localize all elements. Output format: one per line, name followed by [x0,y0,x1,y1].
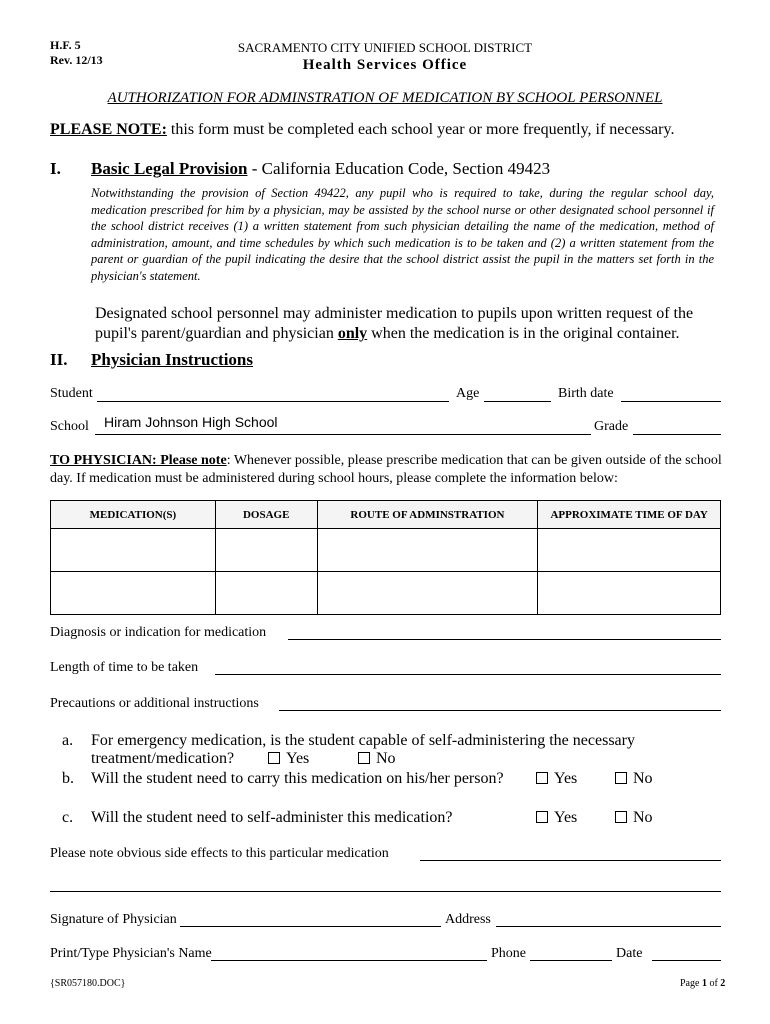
address-label: Address [445,912,491,927]
dosage-header: DOSAGE [215,501,317,529]
route-cell[interactable] [317,572,538,615]
yes-label: Yes [554,809,578,826]
question-b-no[interactable] [615,770,653,788]
page-current: 1 [701,978,707,989]
question-c-text: Will the student need to self-administer this medication? [91,809,453,826]
please-note-text: this form must be completed each school year or more frequently, if necessary. [166,121,675,138]
time-of-day-header: APPROXIMATE TIME OF DAY [538,501,721,529]
medication-table [50,500,721,615]
student-field[interactable] [97,401,449,402]
section1-title: Basic Legal Provision [91,159,248,178]
doc-id: {SR057180.DOC} [50,978,126,989]
route-header: ROUTE OF ADMINSTRATION [317,501,538,529]
yes-label: Yes [286,750,310,767]
page-number [680,978,725,989]
form-title: AUTHORIZATION FOR ADMINSTRATION OF MEDICATION BY SCHOOL PERSONNEL [107,90,663,106]
grade-field[interactable] [633,434,721,435]
length-field[interactable] [215,674,721,675]
time-cell[interactable] [538,572,721,615]
section1-number: I. [50,159,61,178]
phone-label: Phone [491,946,526,961]
table-row [51,529,721,572]
dosage-cell[interactable] [215,572,317,615]
age-field[interactable] [484,401,551,402]
section2-title: Physician Instructions [91,350,253,369]
designated-only: only [337,325,368,342]
no-label: No [633,809,653,826]
section1-heading [91,159,550,179]
side-effects-label: Please note obvious side effects to this particular medication [50,846,389,861]
print-name-label: Print/Type Physician's Name [50,946,212,961]
to-physician-note [50,452,725,488]
birth-date-field[interactable] [621,401,721,402]
designated-text-b: when the medication is in the original container. [367,325,680,342]
question-b-letter: b. [62,770,74,787]
signature-label: Signature of Physician [50,912,177,927]
checkbox-icon[interactable] [358,752,370,764]
no-label: No [376,750,396,767]
question-a-letter: a. [62,732,74,749]
student-label: Student [50,386,93,401]
question-c-yes[interactable] [536,809,577,827]
precautions-field[interactable] [279,710,721,711]
question-a-no[interactable] [358,750,396,768]
medication-cell[interactable] [51,529,216,572]
birth-date-label: Birth date [558,386,614,401]
print-name-field[interactable] [211,960,487,961]
side-effects-field-2[interactable] [50,891,721,892]
no-label: No [633,770,653,787]
designated-statement [95,304,720,344]
legal-paragraph: Notwithstanding the provision of Section 49422, any pupil who is required to take, during the regular school day, medication prescribed for him by a physician, may be assisted by the school nurse or other designated school personnel if the school district receives (1) a written statement from such physician detailing the name of the medication, method of administration, amount, and time schedules by which such medication is to be taken and (2) a written statement from the parent or guardian of the pupil indicating the desire that the school district assist the pupil in the matters set forth in the physician's statement. [91,186,714,283]
question-b-yes[interactable] [536,770,577,788]
precautions-label: Precautions or additional instructions [50,696,259,711]
section1-subtitle: - California Education Code, Section 49423 [247,159,551,178]
address-field[interactable] [496,926,721,927]
date-field[interactable] [652,960,721,961]
to-physician-text: : Whenever possible, please prescribe medication that can be given outside of the school day. If medication must be administered during school hours, please complete the information below: [50,453,722,486]
table-header-row [51,501,721,529]
medications-header: MEDICATION(S) [51,501,216,529]
checkbox-icon[interactable] [536,811,548,823]
page-of: of [706,978,721,989]
school-value: Hiram Johnson High School [104,414,278,430]
phone-field[interactable] [530,960,612,961]
time-cell[interactable] [538,529,721,572]
checkbox-icon[interactable] [615,772,627,784]
form-id: H.F. 5 [50,38,81,52]
page-prefix: Page [680,978,702,989]
medication-cell[interactable] [51,572,216,615]
form-revision: Rev. 12/13 [50,53,103,67]
page-total: 2 [720,978,726,989]
diagnosis-label: Diagnosis or indication for medication [50,625,267,640]
route-cell[interactable] [317,529,538,572]
please-note [50,121,674,139]
grade-label: Grade [594,419,629,434]
signature-field[interactable] [180,926,441,927]
designated-text-a: Designated school personnel may administer medication to pupils upon written request of the pupil's parent/guardian and physician [95,305,694,342]
question-c-no[interactable] [615,809,653,827]
question-a-text: For emergency medication, is the student capable of self-administering the necessary [91,732,635,749]
office-name: Health Services Office [302,57,468,73]
please-note-label: PLEASE NOTE: [50,121,167,138]
question-a-yes[interactable] [268,750,309,768]
side-effects-field[interactable] [420,860,721,861]
school-field[interactable] [95,434,591,435]
to-physician-label: TO PHYSICIAN: Please note [50,453,227,468]
diagnosis-field[interactable] [288,639,721,640]
yes-label: Yes [554,770,578,787]
checkbox-icon[interactable] [536,772,548,784]
checkbox-icon[interactable] [615,811,627,823]
table-row [51,572,721,615]
question-b-text: Will the student need to carry this medication on his/her person? [91,770,504,787]
checkbox-icon[interactable] [268,752,280,764]
dosage-cell[interactable] [215,529,317,572]
section2-number: II. [50,350,68,369]
district-name: SACRAMENTO CITY UNIFIED SCHOOL DISTRICT [237,40,533,55]
length-label: Length of time to be taken [50,660,199,675]
question-a-text-2: treatment/medication? [91,750,235,767]
age-label: Age [456,386,480,401]
school-label: School [50,419,89,434]
question-c-letter: c. [62,809,74,826]
date-label: Date [616,946,643,961]
